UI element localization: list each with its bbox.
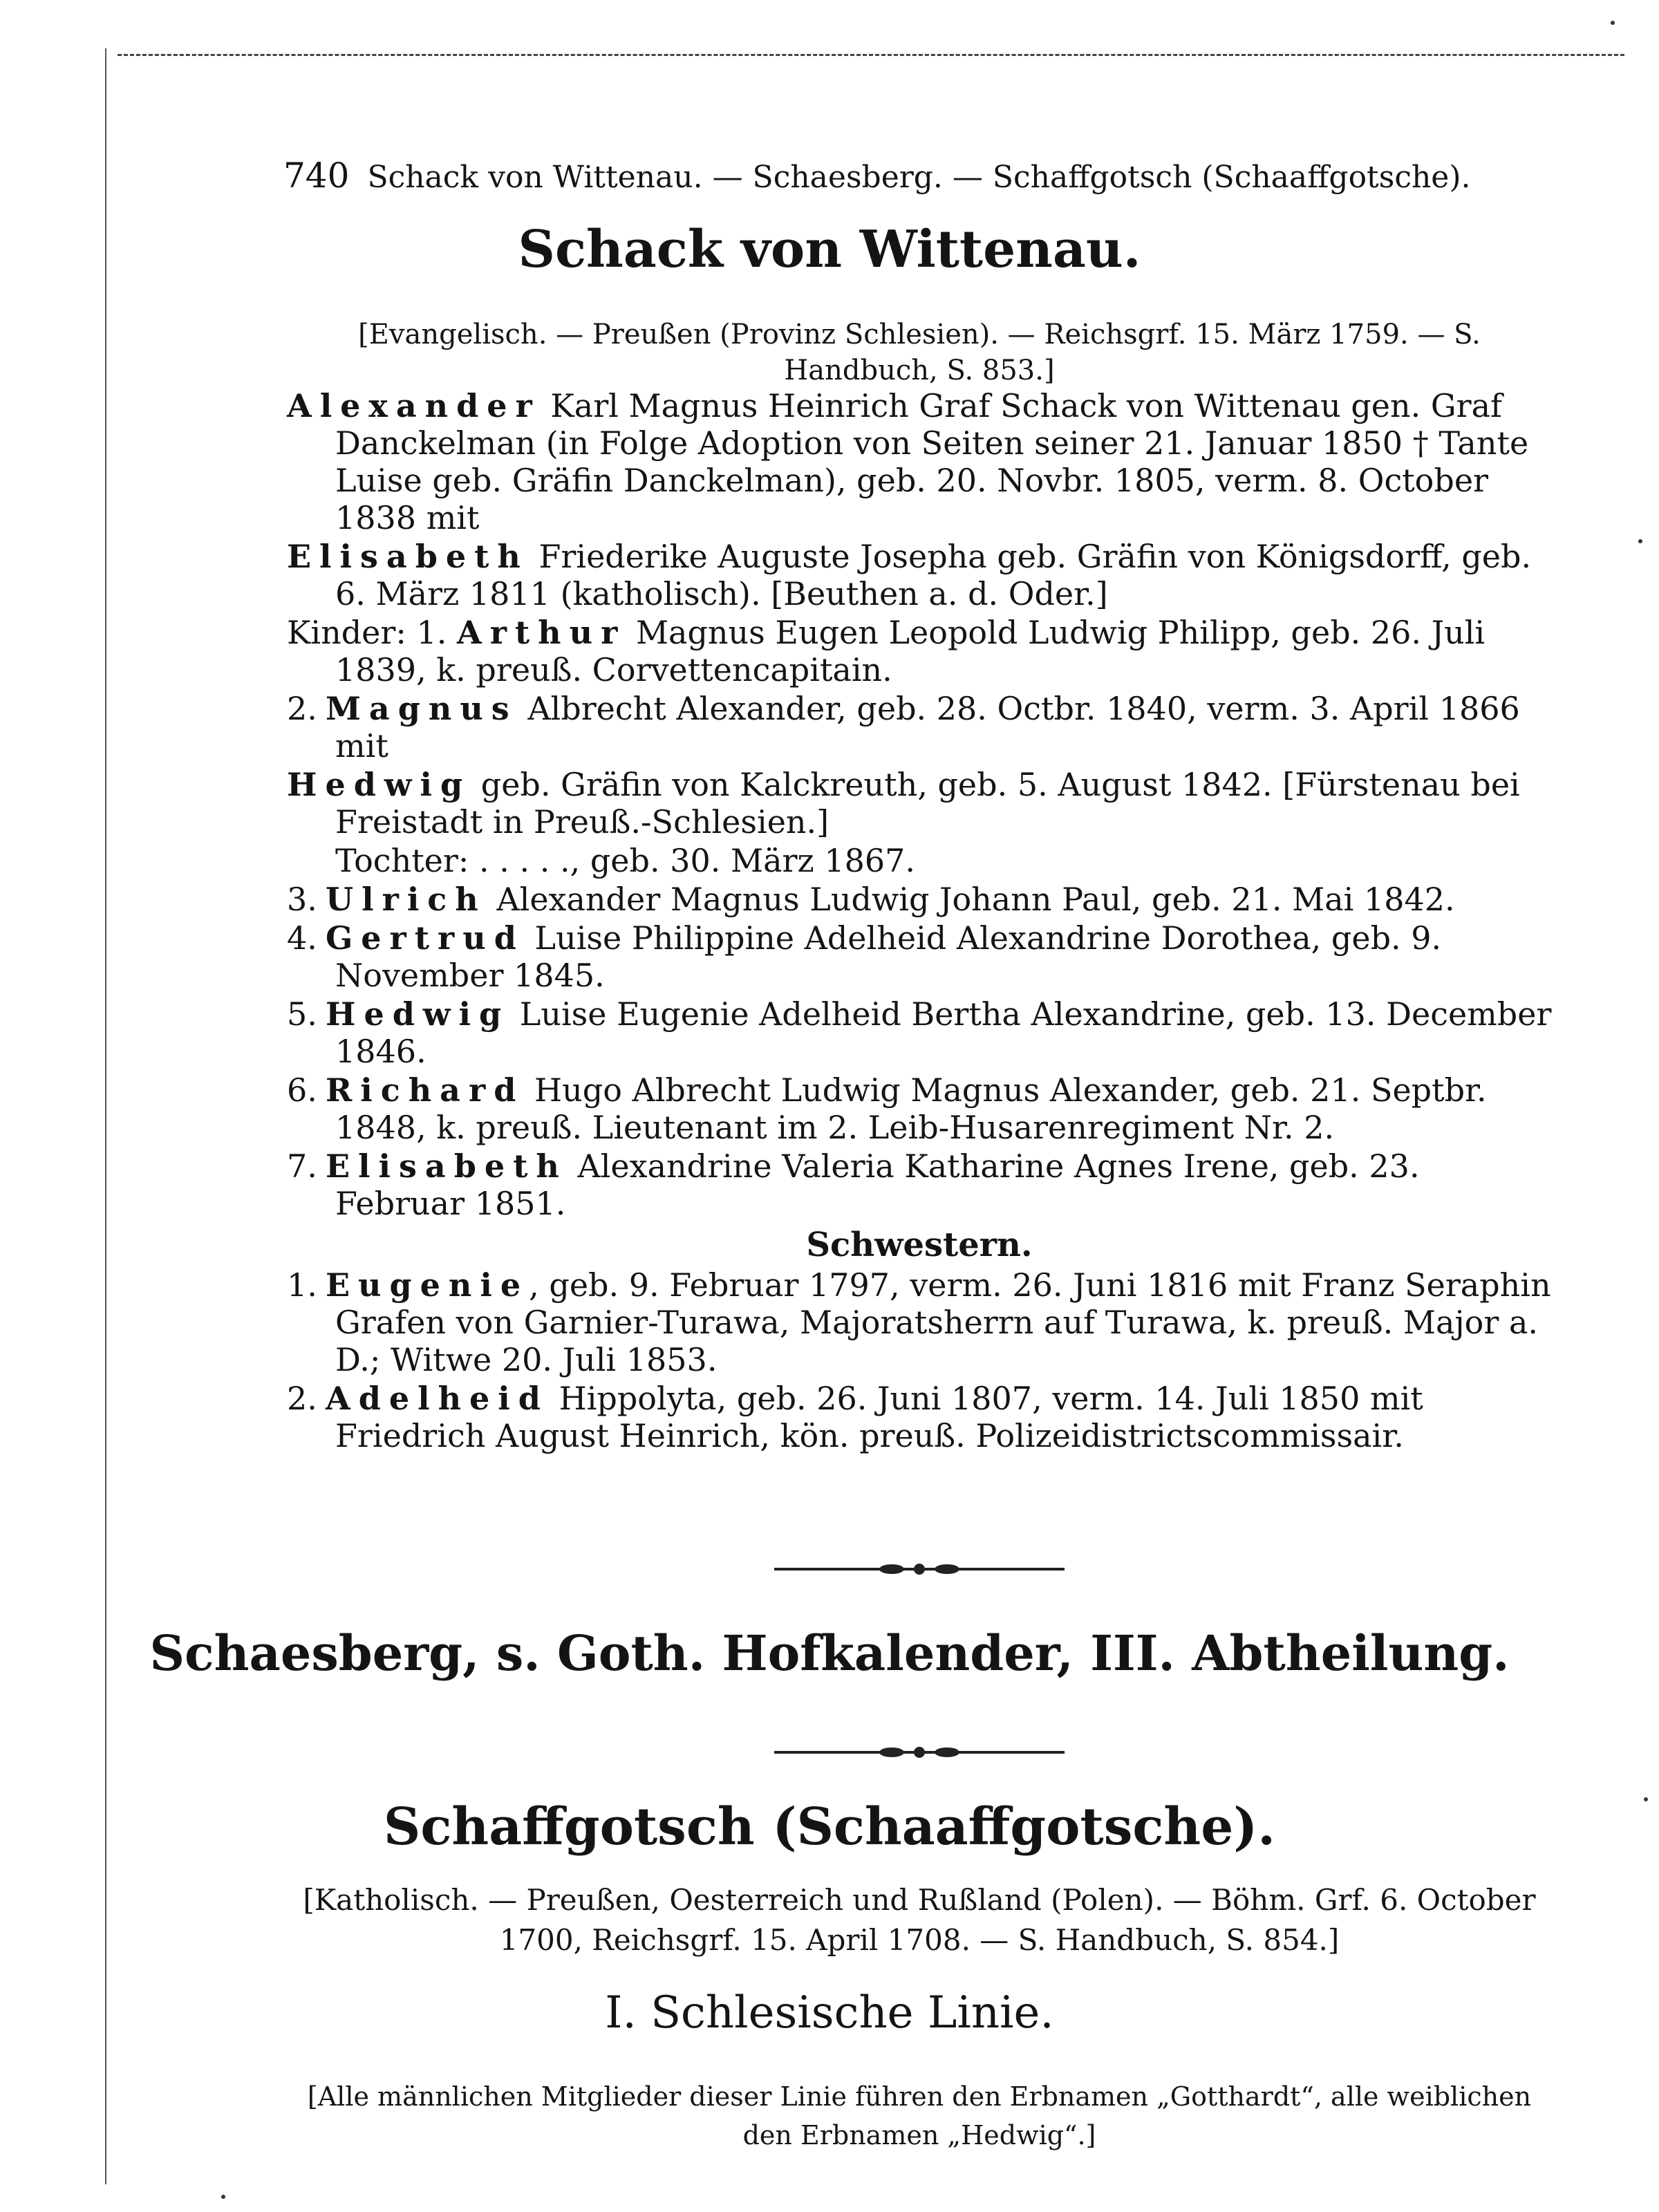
child-entry-1 [287, 614, 1552, 688]
section-note-schaffgotsch: [Katholisch. — Preußen, Oesterreich und Rußland (Polen). — Böhm. Grf. 6. October 1700, Reichsgrf. 15. April 1708. — S. Handbuch, S. 854.] [303, 1883, 1536, 1957]
ornamental-divider [774, 1559, 1065, 1580]
child-number: 2. [287, 690, 317, 727]
daughter-text: Tochter: . . . . ., geb. 30. März 1867. [335, 842, 916, 879]
child-entry-3 [287, 881, 1552, 918]
child-text: Albrecht Alexander, geb. 28. Octbr. 1840, verm. 3. April 1866 mit [335, 690, 1520, 765]
child-name: Hedwig [326, 995, 510, 1033]
section-title-schaesberg: Schaesberg, s. Goth. Hofkalender, III. Abtheilung. [149, 1624, 1510, 1682]
running-title: Schack von Wittenau. — Schaesberg. — Schaffgotsch (Schaaffgotsche). [367, 160, 1471, 195]
child-name: Magnus [326, 690, 518, 727]
child-number: 3. [287, 881, 317, 918]
wife-text: Friederike Auguste Josepha geb. Gräfin von Königsdorff, geb. 6. März 1811 (katholisch). [Beuthen a. d. Oder.] [335, 538, 1532, 612]
sister-name: Eugenie [326, 1266, 529, 1304]
scan-speck [1611, 21, 1615, 25]
page-number: 740 [283, 156, 350, 196]
children-label: Kinder: [287, 614, 406, 651]
child-text: Luise Philippine Adelheid Alexandrine Dorothea, geb. 9. November 1845. [335, 919, 1442, 994]
child-name: Arthur [457, 614, 626, 651]
child-name: Elisabeth [326, 1147, 568, 1185]
child-number: 5. [287, 995, 317, 1033]
child-number: 1. [416, 614, 447, 651]
sister-entry-1 [287, 1266, 1552, 1378]
child-number: 7. [287, 1147, 317, 1185]
wife-entry [287, 538, 1552, 612]
child-name: Gertrud [326, 919, 525, 957]
spouse-entry [287, 766, 1552, 841]
main-person-text: Karl Magnus Heinrich Graf Schack von Wittenau gen. Graf Danckelman (in Folge Adoption von Seiten seiner 21. Januar 1850 † Tante Luise geb. Gräfin Danckelman), geb. 20. Novbr. 1805, verm. 8. October 1838 mit [335, 387, 1529, 536]
sister-text: Hippolyta, geb. 26. Juni 1807, verm. 14. Juli 1850 mit Friedrich August Heinrich, kön. preuß. Polizeidistrictscommissair. [335, 1380, 1423, 1454]
child-entry-5 [287, 995, 1552, 1070]
section-title-schaffgotsch: Schaffgotsch (Schaaffgotsche). [383, 1797, 1276, 1857]
running-header [283, 156, 1486, 196]
sister-number: 2. [287, 1380, 317, 1417]
scan-left-edge [105, 48, 106, 2184]
daughter-entry [287, 842, 1552, 879]
scan-top-edge [118, 54, 1624, 56]
main-person-name: Alexander [287, 387, 541, 424]
sisters-heading: Schwestern. [806, 1226, 1033, 1264]
subsection-title: I. Schlesische Linie. [605, 1987, 1054, 2038]
sister-name: Adelheid [326, 1380, 549, 1417]
section-note-schack: [Evangelisch. — Preußen (Provinz Schlesien). — Reichsgrf. 15. März 1759. — S. Handbuch, S. 853.] [358, 319, 1481, 386]
child-entry-4 [287, 919, 1552, 994]
child-name: Ulrich [326, 881, 487, 918]
child-number: 4. [287, 919, 317, 957]
child-number: 6. [287, 1071, 317, 1109]
main-person-entry [287, 387, 1552, 536]
child-text: Magnus Eugen Leopold Ludwig Philipp, geb. 26. Juli 1839, k. preuß. Corvettencapitain. [335, 614, 1485, 688]
wife-name: Elisabeth [287, 538, 529, 575]
child-text: Alexandrine Valeria Katharine Agnes Irene, geb. 23. Februar 1851. [335, 1147, 1420, 1222]
section-body-schack [287, 387, 1552, 1456]
sister-text: , geb. 9. Februar 1797, verm. 26. Juni 1816 mit Franz Seraphin Grafen von Garnier-Turawa, Majoratsherrn auf Turawa, k. preuß. Major a. D.; Witwe 20. Juli 1853. [335, 1266, 1551, 1378]
child-entry-7 [287, 1147, 1552, 1222]
ornamental-divider [774, 1742, 1065, 1763]
sister-number: 1. [287, 1266, 317, 1304]
spouse-text: geb. Gräfin von Kalckreuth, geb. 5. August 1842. [Fürstenau bei Freistadt in Preuß.-Schlesien.] [335, 766, 1520, 841]
child-entry-2 [287, 690, 1552, 765]
child-entry-6 [287, 1071, 1552, 1146]
section-title-schack: Schack von Wittenau. [518, 220, 1141, 279]
child-text: Alexander Magnus Ludwig Johann Paul, geb. 21. Mai 1842. [496, 881, 1455, 918]
scan-speck [1638, 539, 1642, 543]
child-text: Hugo Albrecht Ludwig Magnus Alexander, geb. 21. Septbr. 1848, k. preuß. Lieutenant im 2. Leib-Husarenregiment Nr. 2. [335, 1071, 1487, 1146]
scan-speck [221, 2195, 225, 2199]
spouse-name: Hedwig [287, 766, 471, 803]
sister-entry-2 [287, 1380, 1552, 1454]
subsection-note: [Alle männlichen Mitglieder dieser Linie führen den Erbnamen „Gotthardt“, alle weiblichen den Erbnamen „Hedwig“.] [307, 2081, 1532, 2150]
child-text: Luise Eugenie Adelheid Bertha Alexandrine, geb. 13. December 1846. [335, 995, 1552, 1070]
child-name: Richard [326, 1071, 525, 1109]
